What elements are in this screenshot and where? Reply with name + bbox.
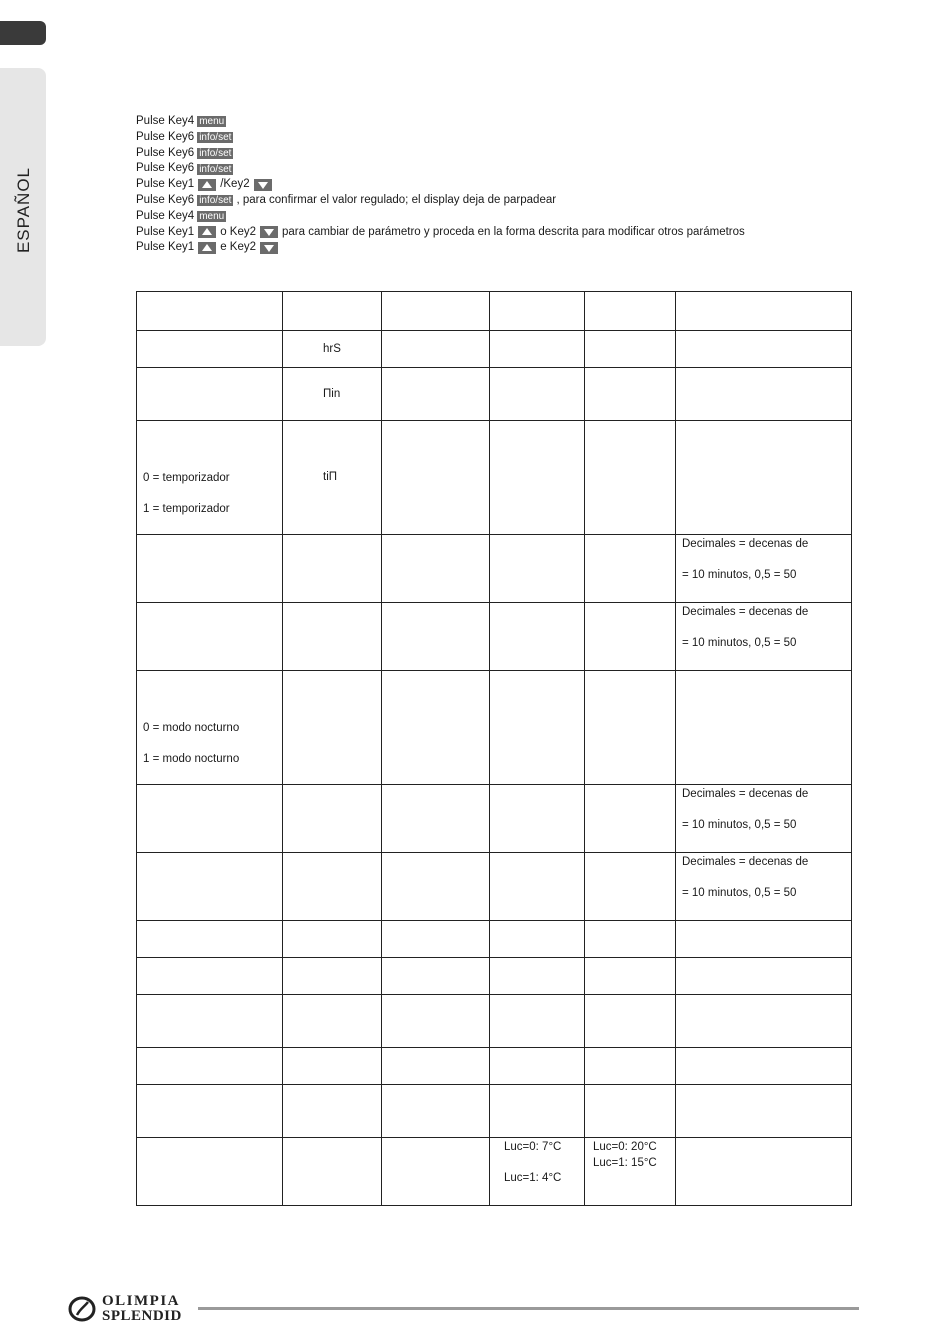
instruction-line	[136, 177, 745, 193]
table-cell	[283, 1085, 382, 1138]
table-cell	[382, 1048, 490, 1085]
cell-text: Luc=1: 4°C	[504, 1172, 562, 1184]
table-cell	[585, 921, 676, 958]
table-cell	[382, 1085, 490, 1138]
table-cell	[382, 368, 490, 421]
cell-text: Decimales = decenas de	[682, 606, 809, 618]
table-cell	[676, 995, 852, 1048]
cell-text: Decimales = decenas de	[682, 856, 809, 868]
table-cell	[137, 368, 283, 421]
table-cell	[676, 671, 852, 785]
instruction-text: o Key2	[220, 225, 256, 238]
table-cell	[585, 1138, 676, 1206]
table-cell	[490, 331, 585, 368]
cell-text: Decimales = decenas de	[682, 538, 809, 550]
arrow-up-icon	[198, 242, 216, 254]
table-cell	[283, 331, 382, 368]
instruction-text: Pulse Key1	[136, 225, 195, 238]
cell-text: hrS	[323, 342, 341, 355]
table-cell	[676, 368, 852, 421]
table-cell	[490, 785, 585, 853]
key-label: info/set	[199, 132, 232, 144]
table-cell	[382, 785, 490, 853]
instruction-text: e Key2	[220, 241, 256, 254]
table-cell	[676, 853, 852, 921]
cell-text: Decimales = decenas de	[682, 788, 809, 800]
table-cell	[490, 853, 585, 921]
instruction-text: para cambiar de parámetro y proceda en la forma descrita para modificar otros parámetros	[282, 225, 745, 238]
table-row	[137, 421, 852, 535]
olimpia-splendid-logo	[68, 1293, 198, 1327]
table-cell	[137, 995, 283, 1048]
key-label: info/set	[199, 147, 232, 159]
table-row	[137, 958, 852, 995]
table-cell	[676, 958, 852, 995]
table-cell	[137, 535, 283, 603]
cell-text: = 10 minutos, 0,5 = 50	[682, 637, 797, 649]
table-cell	[137, 1138, 283, 1206]
table-cell	[382, 535, 490, 603]
cell-text: Luc=1: 15°C	[593, 1157, 657, 1169]
table-row	[137, 292, 852, 331]
table-cell	[137, 331, 283, 368]
header-tab	[0, 21, 46, 45]
table-cell	[137, 1048, 283, 1085]
table-cell	[382, 958, 490, 995]
cell-text: 0 = modo nocturno	[143, 722, 240, 734]
cell-text: tiΠ	[323, 471, 338, 483]
language-tab-label: ESPAÑOL	[14, 166, 33, 254]
table-cell	[676, 921, 852, 958]
table-cell	[676, 785, 852, 853]
table-row	[137, 1048, 852, 1085]
table-cell	[490, 421, 585, 535]
footer-rule	[198, 1307, 859, 1310]
table-cell	[137, 1085, 283, 1138]
table-cell	[676, 603, 852, 671]
instruction-text: Pulse Key4	[136, 115, 195, 127]
brand-line-1: OLIMPIA	[102, 1293, 180, 1309]
table-cell	[585, 535, 676, 603]
table-cell	[137, 292, 283, 331]
table-row	[137, 535, 852, 603]
table-row	[137, 671, 852, 785]
table-cell	[676, 1085, 852, 1138]
table-cell	[137, 785, 283, 853]
instruction-line	[136, 161, 745, 177]
instruction-text: Pulse Key6	[136, 193, 195, 206]
table-cell	[382, 603, 490, 671]
table-cell	[382, 292, 490, 331]
table-cell	[490, 1085, 585, 1138]
table-cell	[283, 853, 382, 921]
table-cell	[490, 995, 585, 1048]
table-cell	[676, 331, 852, 368]
table-cell	[137, 958, 283, 995]
cell-text: = 10 minutos, 0,5 = 50	[682, 819, 797, 831]
table-cell	[490, 292, 585, 331]
key-label: info/set	[199, 195, 232, 207]
table-row	[137, 853, 852, 921]
table-cell	[585, 331, 676, 368]
instruction-line	[136, 225, 745, 241]
instruction-text: Pulse Key4	[136, 209, 195, 222]
instruction-line	[136, 209, 745, 225]
arrow-down-icon	[254, 179, 272, 191]
table-cell	[382, 853, 490, 921]
table-cell	[137, 603, 283, 671]
table-cell	[585, 853, 676, 921]
table-row	[137, 603, 852, 671]
table-row	[137, 995, 852, 1048]
arrow-up-icon	[198, 179, 216, 191]
table-cell	[585, 421, 676, 535]
table-cell	[490, 535, 585, 603]
table-cell	[283, 995, 382, 1048]
cell-text: 1 = modo nocturno	[143, 753, 240, 765]
cell-text: Πin	[323, 387, 341, 400]
table-row	[137, 921, 852, 958]
table-cell	[382, 421, 490, 535]
table-cell	[283, 368, 382, 421]
key-label: menu	[199, 116, 225, 128]
table-cell	[283, 535, 382, 603]
brand-emblem-icon	[68, 1295, 96, 1323]
instruction-line	[136, 240, 745, 256]
cell-text: Luc=0: 7°C	[504, 1141, 562, 1153]
table-cell	[283, 603, 382, 671]
table-cell	[137, 921, 283, 958]
table-row	[137, 368, 852, 421]
table-cell	[490, 1048, 585, 1085]
instruction-text: Pulse Key1	[136, 178, 195, 191]
table-cell	[382, 671, 490, 785]
table-cell	[283, 292, 382, 331]
table-row	[137, 331, 852, 368]
cell-text: Luc=0: 20°C	[593, 1141, 657, 1153]
arrow-down-icon	[260, 226, 278, 238]
instruction-line	[136, 114, 745, 130]
table-cell	[490, 1138, 585, 1206]
table-cell	[490, 368, 585, 421]
cell-text: 1 = temporizador	[143, 503, 230, 515]
instruction-text: Pulse Key6	[136, 130, 195, 143]
key-label: menu	[199, 211, 225, 223]
instruction-text: Pulse Key6	[136, 146, 195, 159]
table-cell	[283, 421, 382, 535]
table-cell	[283, 1048, 382, 1085]
table-cell	[585, 785, 676, 853]
language-tab-label-box	[2, 160, 46, 260]
table-cell	[137, 671, 283, 785]
table-cell	[585, 995, 676, 1048]
table-cell	[490, 958, 585, 995]
table-cell	[490, 921, 585, 958]
table-cell	[283, 785, 382, 853]
table-cell	[676, 535, 852, 603]
table-cell	[283, 921, 382, 958]
table-cell	[382, 995, 490, 1048]
table-cell	[490, 671, 585, 785]
table-cell	[382, 331, 490, 368]
cell-text: 0 = temporizador	[143, 472, 230, 484]
brand-line-2: SPLENDID	[102, 1308, 182, 1324]
instruction-line	[136, 193, 745, 209]
instruction-text: Pulse Key1	[136, 241, 195, 254]
table-row	[137, 1085, 852, 1138]
table-cell	[676, 1048, 852, 1085]
instruction-text: , para confirmar el valor regulado; el display deja de parpadear	[236, 193, 557, 206]
table-cell	[585, 368, 676, 421]
instruction-line	[136, 146, 745, 162]
table-cell	[585, 1048, 676, 1085]
table-cell	[382, 1138, 490, 1206]
table-cell	[676, 292, 852, 331]
cell-text: = 10 minutos, 0,5 = 50	[682, 887, 797, 899]
table-cell	[137, 853, 283, 921]
arrow-up-icon	[198, 226, 216, 238]
table-cell	[490, 603, 585, 671]
table-cell	[585, 958, 676, 995]
table-cell	[283, 671, 382, 785]
instruction-text: /Key2	[220, 178, 250, 191]
key-label: info/set	[199, 163, 232, 175]
table-cell	[283, 1138, 382, 1206]
instruction-line	[136, 130, 745, 146]
table-row	[137, 785, 852, 853]
instruction-list	[136, 114, 745, 256]
table-cell	[585, 603, 676, 671]
table-cell	[676, 421, 852, 535]
table-cell	[585, 292, 676, 331]
parameter-table	[136, 291, 852, 1206]
table-cell	[283, 958, 382, 995]
cell-text: = 10 minutos, 0,5 = 50	[682, 569, 797, 581]
table-cell	[382, 921, 490, 958]
table-row	[137, 1138, 852, 1206]
table-cell	[676, 1138, 852, 1206]
table-cell	[137, 421, 283, 535]
instruction-text: Pulse Key6	[136, 162, 195, 175]
table-cell	[585, 671, 676, 785]
arrow-down-icon	[260, 242, 278, 254]
table-cell	[585, 1085, 676, 1138]
